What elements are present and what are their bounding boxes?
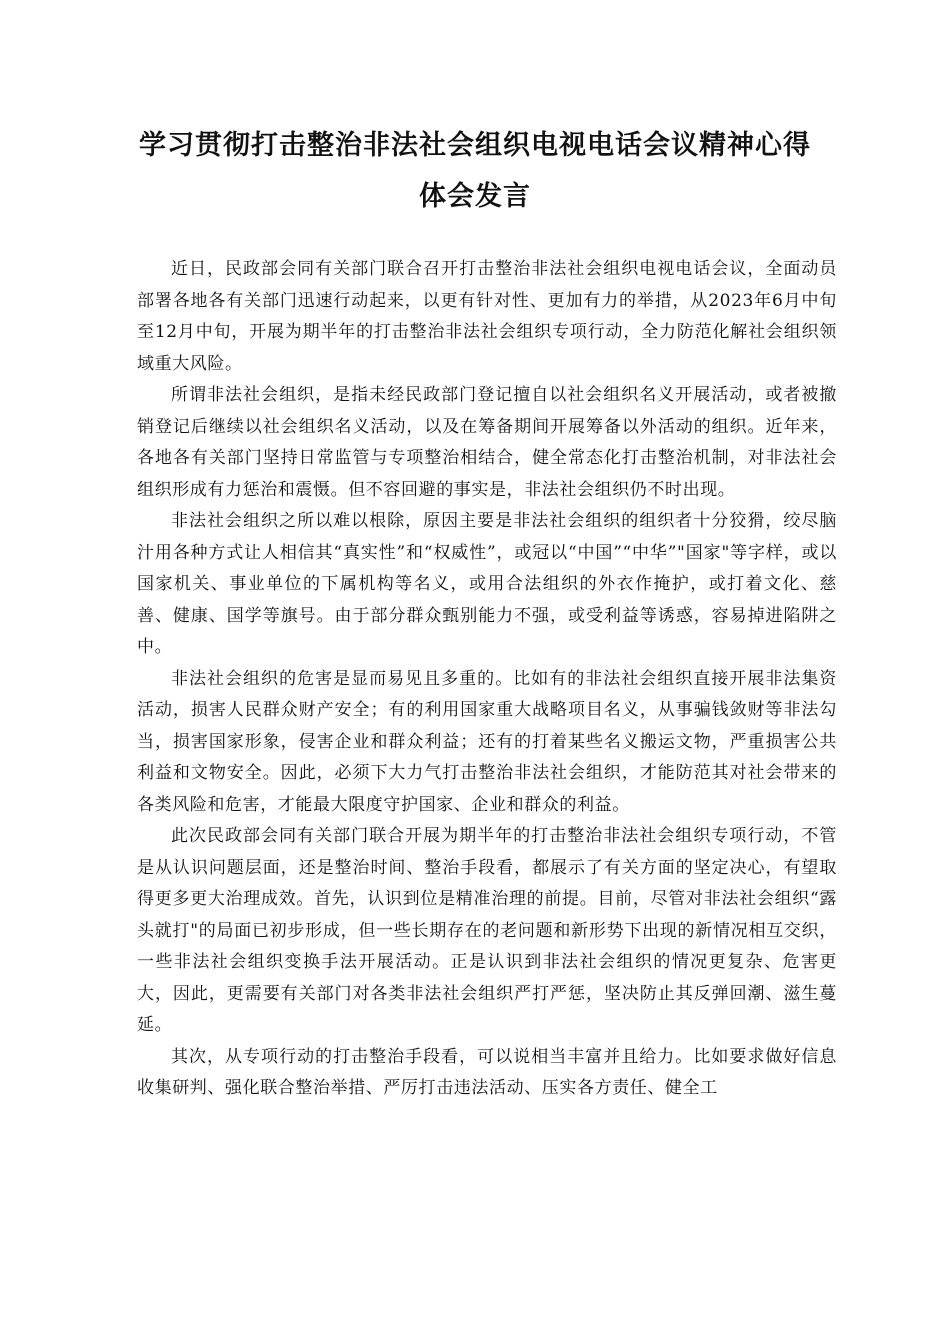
paragraph-2: 所谓非法社会组织，是指未经民政部门登记擅自以社会组织名义开展活动，或者被撤销登记后继续以社会组织名义活动，以及在筹备期间开展筹备以外活动的组织。近年来，各地各有关部门坚持日常监管与专项整治相结合，健全常态化打击整治机制，对非法社会组织形成有力惩治和震慑。但不容回避的事实是，非法社会组织仍不时出现。	[137, 385, 837, 500]
document-title: 学习贯彻打击整治非法社会组织电视电话会议精神心得体会发言	[139, 130, 811, 212]
paragraph-6: 其次，从专项行动的打击整治手段看，可以说相当丰富并且给力。比如要求做好信息收集研判、强化联合整治举措、严厉打击违法活动、压实各方责任、健全工	[137, 1046, 837, 1098]
paragraph-5: 此次民政部会同有关部门联合开展为期半年的打击整治非法社会组织专项行动，不管是从认识问题层面，还是整治时间、整治手段看，都展示了有关方面的坚定决心，有望取得更多更大治理成效。首先，认识到位是精准治理的前提。目前，尽管对非法社会组织“露头就打"的局面已初步形成，但一些长期存在的老问题和新形势下出现的新情况相互交织，一些非法社会组织变换手法开展活动。正是认识到非法社会组织的情况更复杂、危害更大，因此，更需要有关部门对各类非法社会组织严打严惩，坚决防止其反弹回潮、滋生蔓延。	[137, 826, 837, 1035]
paragraph-1: 近日，民政部会同有关部门联合召开打击整治非法社会组织电视电话会议，全面动员部署各地各有关部门迅速行动起来，以更有针对性、更加有力的举措，从2023年6月中旬至12月中旬，开展为期半年的打击整治非法社会组织专项行动，全力防范化解社会组织领域重大风险。	[137, 259, 837, 374]
document-body	[137, 254, 837, 1105]
paragraph-3: 非法社会组织之所以难以根除，原因主要是非法社会组织的组织者十分狡猾，绞尽脑汁用各种方式让人相信其“真实性”和“权威性”，或冠以“中国”“中华”"国家"等字样，或以国家机关、事业单位的下属机构等名义，或用合法组织的外衣作掩护，或打着文化、慈善、健康、国学等旗号。由于部分群众甄别能力不强，或受利益等诱惑，容易掉进陷阱之中。	[137, 511, 837, 657]
paragraph-4: 非法社会组织的危害是显而易见且多重的。比如有的非法社会组织直接开展非法集资活动，损害人民群众财产安全；有的利用国家重大战略项目名义，从事骗钱敛财等非法勾当，损害国家形象，侵害企业和群众利益；还有的打着某些名义搬运文物，严重损害公共利益和文物安全。因此，必须下大力气打击整治非法社会组织，才能防范其对社会带来的各类风险和危害，才能最大限度守护国家、企业和群众的利益。	[137, 668, 837, 815]
